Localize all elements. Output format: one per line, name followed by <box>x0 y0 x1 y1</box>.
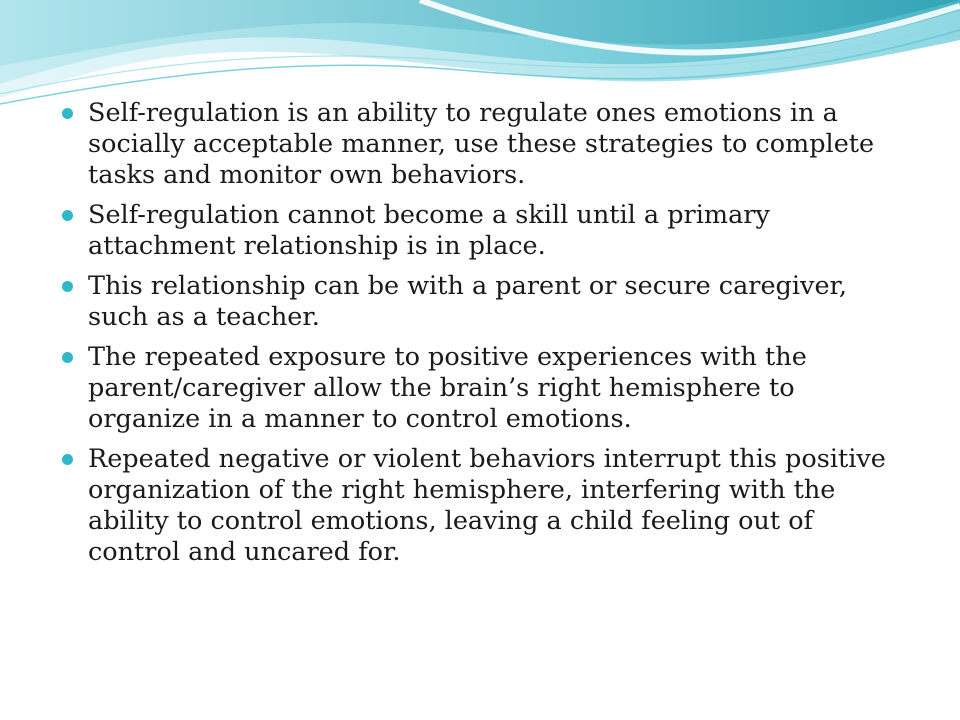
bullet-list <box>62 98 912 568</box>
bullet-text: Repeated negative or violent behaviors interrupt this positive organization of the right hemisphere, interfering with the ability to control emotions, leaving a child feeling out of control and uncared for. <box>88 444 886 567</box>
bullet-text: Self-regulation is an ability to regulate ones emotions in a socially acceptable manner, use these strategies to complete tasks and monitor own behaviors. <box>88 98 875 190</box>
bullet-dot-icon <box>62 352 73 363</box>
bullet-dot-icon <box>62 210 73 221</box>
bullet-item <box>62 98 912 191</box>
bullet-dot-icon <box>62 454 73 465</box>
bullet-dot-icon <box>62 108 73 119</box>
bullet-text: This relationship can be with a parent or secure caregiver, such as a teacher. <box>88 271 848 332</box>
bullet-text: The repeated exposure to positive experiences with the parent/caregiver allow the brain’s right hemisphere to organize in a manner to control emotions. <box>88 342 807 434</box>
slide-content <box>62 98 912 577</box>
bullet-item <box>62 271 912 333</box>
bullet-text: Self-regulation cannot become a skill until a primary attachment relationship is in place. <box>88 200 770 261</box>
bullet-item <box>62 200 912 262</box>
bullet-item <box>62 444 912 568</box>
bullet-item <box>62 342 912 435</box>
bullet-dot-icon <box>62 281 73 292</box>
